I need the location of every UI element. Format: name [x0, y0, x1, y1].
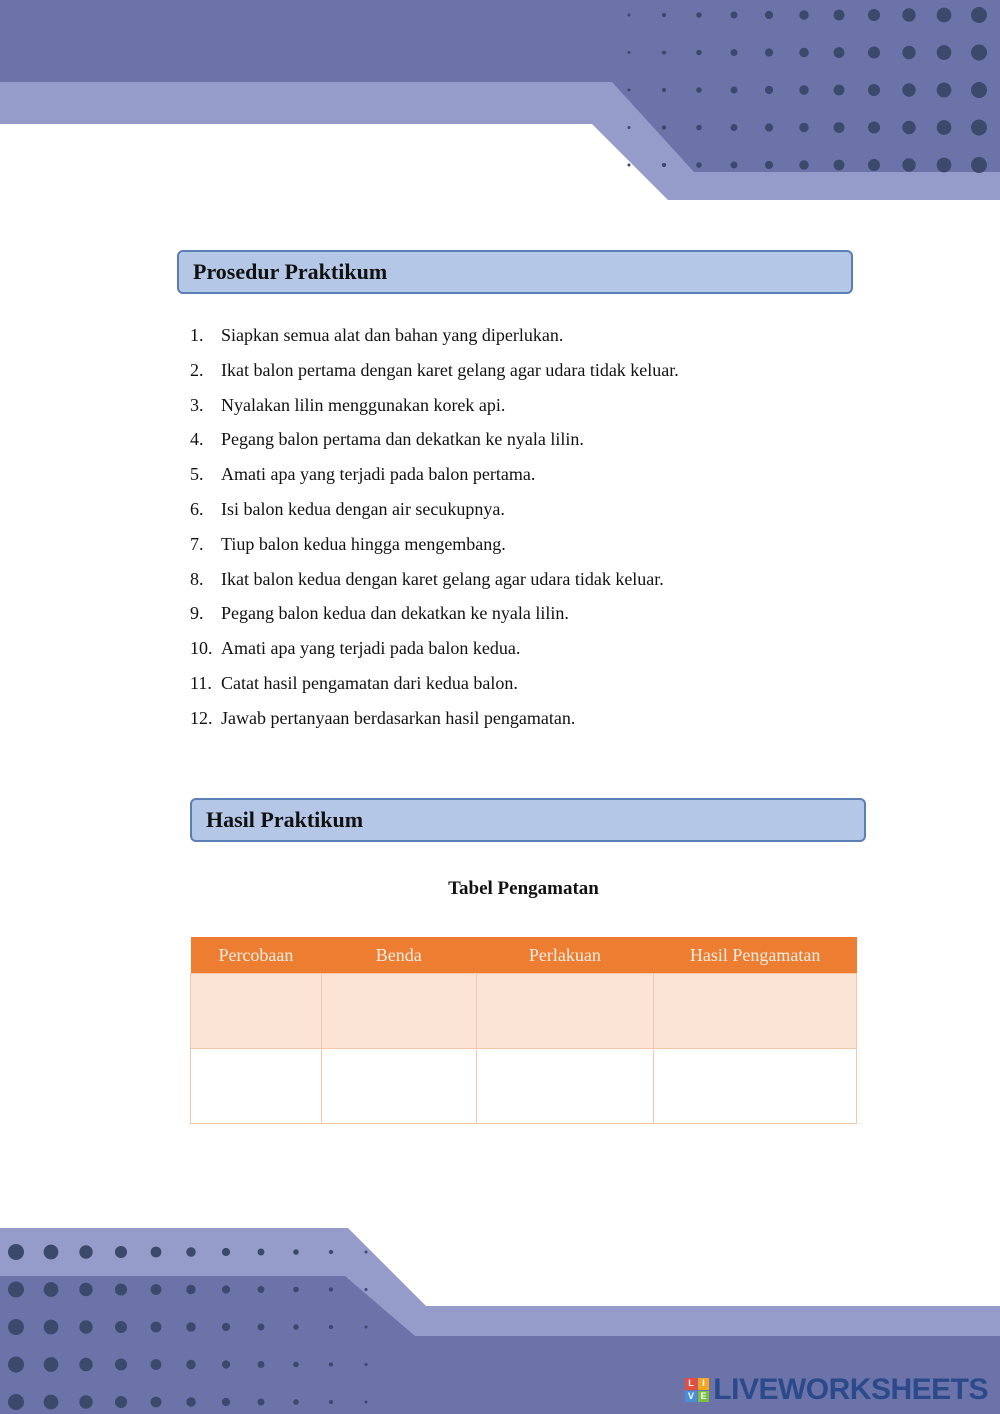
decor-dot	[902, 158, 915, 171]
section-title-hasil: Hasil Praktikum	[206, 807, 364, 832]
procedure-step-text: Isi balon kedua dengan air secukupnya.	[221, 498, 505, 519]
procedure-step	[190, 527, 890, 562]
procedure-step-number: 2.	[190, 359, 204, 380]
table-caption: Tabel Pengamatan	[448, 878, 599, 899]
procedure-step-number: 7.	[190, 533, 204, 554]
procedure-step	[190, 318, 890, 353]
decor-dot	[115, 1283, 127, 1295]
decor-dot	[44, 1320, 59, 1335]
procedure-step-number: 12.	[190, 707, 213, 728]
procedure-step-text: Catat hasil pengamatan dari kedua balon.	[221, 672, 518, 693]
decor-dot	[222, 1360, 230, 1368]
decor-dot	[834, 122, 845, 133]
decor-dot	[365, 1363, 368, 1366]
table-cell[interactable]	[654, 974, 857, 1049]
decor-dot	[628, 51, 631, 54]
section-header-hasil	[190, 798, 866, 842]
decor-dot	[151, 1359, 162, 1370]
procedure-step-number: 1.	[190, 325, 204, 345]
decor-dot	[971, 7, 987, 23]
decor-dot	[765, 11, 773, 19]
decor-dot	[628, 14, 631, 17]
decor-dot	[731, 12, 738, 19]
decor-dot	[799, 85, 809, 95]
table-cell[interactable]	[191, 974, 322, 1049]
table-cell[interactable]	[321, 974, 476, 1049]
decor-dot	[937, 45, 952, 60]
procedure-step-number: 4.	[190, 429, 204, 450]
decor-dot	[628, 126, 631, 129]
decor-dot	[115, 1246, 127, 1258]
table-header-cell: Hasil Pengamatan	[654, 937, 857, 974]
decor-dot	[971, 82, 987, 98]
decor-dot	[937, 83, 952, 98]
decor-dot	[115, 1321, 127, 1333]
decor-dot	[222, 1248, 230, 1256]
procedure-step-text: Siapkan semua alat dan bahan yang diperlukan.	[221, 325, 564, 345]
decor-dot	[731, 87, 738, 94]
table-header-row	[191, 937, 857, 974]
decor-dot	[731, 49, 738, 56]
procedure-step-text: Pegang balon pertama dan dekatkan ke nyala lilin.	[221, 429, 584, 450]
procedure-step	[190, 562, 890, 597]
decor-dot	[44, 1395, 59, 1410]
procedure-list	[190, 318, 890, 736]
procedure-step-text: Amati apa yang terjadi pada balon kedua.	[221, 638, 521, 659]
procedure-step	[190, 353, 890, 388]
decor-dot	[293, 1249, 299, 1255]
table-cell[interactable]	[191, 1049, 322, 1124]
decor-dot	[765, 123, 773, 131]
procedure-step	[190, 388, 890, 423]
decor-dot	[258, 1324, 265, 1331]
procedure-step-number: 10.	[190, 638, 213, 659]
procedure-step-number: 11.	[190, 672, 212, 693]
decor-dot	[834, 85, 845, 96]
procedure-step	[190, 422, 890, 457]
decor-dot	[971, 45, 987, 61]
decor-dot	[329, 1287, 333, 1291]
decor-dot	[186, 1360, 196, 1370]
decor-dot	[293, 1399, 299, 1405]
decor-dot	[765, 86, 773, 94]
decor-dot	[115, 1396, 127, 1408]
procedure-step-number: 9.	[190, 603, 204, 624]
decor-dot	[799, 48, 809, 58]
decor-dot	[868, 159, 880, 171]
procedure-step	[190, 666, 890, 701]
decor-dot	[8, 1319, 24, 1335]
decor-dot	[696, 87, 702, 93]
procedure-step-text: Amati apa yang terjadi pada balon pertama.	[221, 464, 536, 485]
decor-dot	[696, 50, 702, 56]
decor-dot	[293, 1324, 299, 1330]
procedure-step	[190, 701, 890, 736]
decor-dot	[79, 1283, 92, 1296]
decor-dot	[662, 125, 666, 129]
procedure-step-text: Ikat balon pertama dengan karet gelang agar udara tidak keluar.	[221, 359, 679, 380]
procedure-step	[190, 596, 890, 631]
decor-dot	[902, 8, 915, 21]
table-header-cell: Perlakuan	[476, 937, 654, 974]
decor-dot	[329, 1400, 333, 1404]
decor-dot	[765, 161, 773, 169]
decor-dot	[329, 1362, 333, 1366]
table-row	[191, 974, 857, 1049]
decor-dot	[258, 1249, 265, 1256]
decor-dot	[186, 1322, 196, 1332]
decor-dot	[329, 1325, 333, 1329]
decor-dot	[868, 121, 880, 133]
decor-dot	[868, 84, 880, 96]
decor-dot	[222, 1323, 230, 1331]
decor-dot	[834, 10, 845, 21]
decor-dot	[902, 121, 915, 134]
decor-dot	[186, 1247, 196, 1257]
section-title-prosedur: Prosedur Praktikum	[193, 259, 388, 284]
decor-dot	[8, 1357, 24, 1373]
decor-dot	[937, 158, 952, 173]
table-cell[interactable]	[476, 1049, 654, 1124]
decor-dot	[258, 1286, 265, 1293]
decor-dot	[8, 1394, 24, 1410]
decor-dot	[44, 1357, 59, 1372]
decor-dot	[329, 1250, 333, 1254]
decor-dot	[293, 1362, 299, 1368]
decor-dot	[151, 1397, 162, 1408]
table-row	[191, 1049, 857, 1124]
decor-dot	[115, 1358, 127, 1370]
procedure-step	[190, 457, 890, 492]
table-cell[interactable]	[321, 1049, 476, 1124]
top-banner-decoration	[0, 0, 1000, 210]
decor-dot	[765, 48, 773, 56]
procedure-step-text: Tiup balon kedua hingga mengembang.	[221, 533, 506, 554]
decor-dot	[79, 1395, 92, 1408]
procedure-step	[190, 631, 890, 666]
decor-dot	[222, 1398, 230, 1406]
procedure-step-text: Ikat balon kedua dengan karet gelang agar udara tidak keluar.	[221, 568, 664, 589]
decor-dot	[971, 120, 987, 136]
decor-dot	[799, 10, 809, 20]
section-header-prosedur	[177, 250, 853, 294]
liveworksheets-logo-icon: L I V E	[685, 1378, 709, 1402]
decor-dot	[696, 125, 702, 131]
decor-dot	[799, 160, 809, 170]
table-cell[interactable]	[654, 1049, 857, 1124]
table-cell[interactable]	[476, 974, 654, 1049]
decor-dot	[8, 1244, 24, 1260]
decor-dot	[868, 46, 880, 58]
decor-dot	[662, 50, 666, 54]
decor-dot	[628, 89, 631, 92]
decor-dot	[258, 1361, 265, 1368]
decor-dot	[696, 12, 702, 18]
decor-dot	[834, 47, 845, 58]
decor-dot	[662, 88, 666, 92]
decor-dot	[971, 157, 987, 173]
procedure-step-number: 6.	[190, 498, 204, 519]
procedure-step-number: 8.	[190, 568, 204, 589]
procedure-step-text: Nyalakan lilin menggunakan korek api.	[221, 394, 506, 415]
decor-dot	[662, 13, 666, 17]
procedure-step	[190, 492, 890, 527]
decor-dot	[44, 1245, 59, 1260]
decor-dot	[79, 1320, 92, 1333]
decor-dot	[186, 1397, 196, 1407]
decor-dot	[365, 1326, 368, 1329]
decor-dot	[79, 1358, 92, 1371]
decor-dot	[365, 1401, 368, 1404]
decor-dot	[731, 124, 738, 131]
procedure-step-text: Pegang balon kedua dan dekatkan ke nyala lilin.	[221, 603, 569, 624]
liveworksheets-logo[interactable]	[685, 1374, 988, 1406]
procedure-step-number: 5.	[190, 464, 204, 485]
decor-dot	[902, 83, 915, 96]
decor-dot	[937, 8, 952, 23]
decor-dot	[937, 120, 952, 135]
decor-dot	[151, 1284, 162, 1295]
table-header-cell: Benda	[321, 937, 476, 974]
decor-dot	[44, 1282, 59, 1297]
decor-dot	[868, 9, 880, 21]
decor-dot	[628, 164, 631, 167]
table-header-cell: Percobaan	[191, 937, 322, 974]
decor-dot	[258, 1399, 265, 1406]
decor-dot	[799, 123, 809, 133]
decor-dot	[902, 46, 915, 59]
decor-dot	[151, 1322, 162, 1333]
decor-dot	[151, 1247, 162, 1258]
decor-dot	[79, 1245, 92, 1258]
decor-dot	[731, 162, 738, 169]
decor-dot	[222, 1285, 230, 1293]
decor-dot	[186, 1285, 196, 1295]
procedure-step-text: Jawab pertanyaan berdasarkan hasil pengamatan.	[221, 707, 576, 728]
observation-table	[190, 937, 857, 1124]
decor-dot	[834, 160, 845, 171]
decor-dot	[696, 162, 702, 168]
procedure-step-number: 3.	[190, 394, 204, 415]
decor-dot	[365, 1288, 368, 1291]
decor-dot	[293, 1287, 299, 1293]
decor-dot	[8, 1282, 24, 1298]
liveworksheets-logo-text: LIVEWORKSHEETS	[713, 1373, 988, 1406]
decor-dot	[365, 1251, 368, 1254]
decor-dot	[662, 163, 666, 167]
